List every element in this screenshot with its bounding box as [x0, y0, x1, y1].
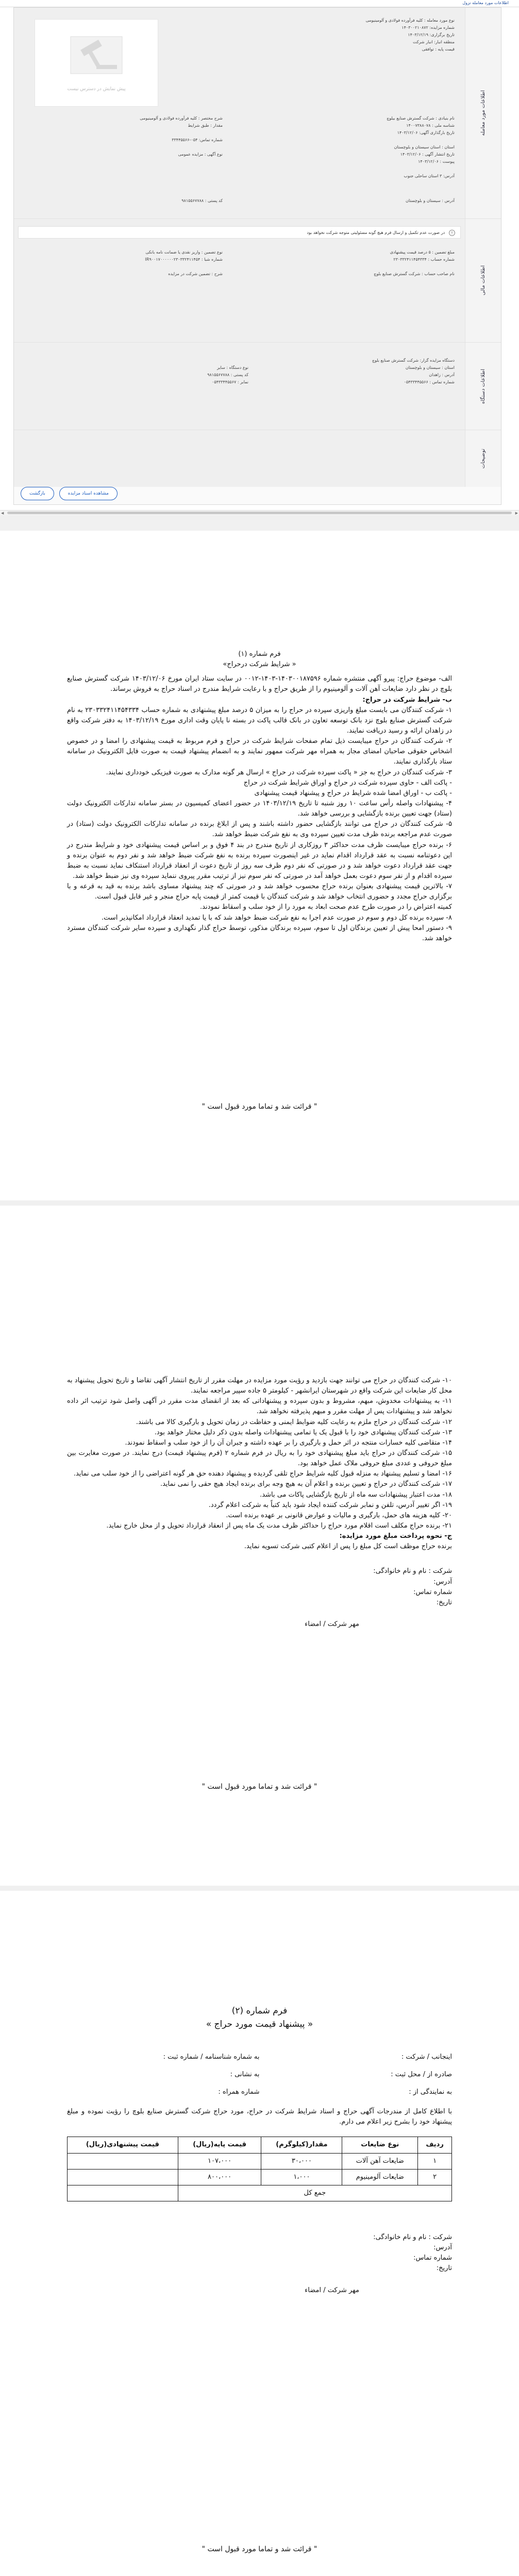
signature-block-2: [67, 2232, 452, 2296]
form2-field: اینجانب / شرکت :: [401, 2053, 452, 2061]
page3-content: [67, 2004, 452, 2296]
form1-item: - پاکت الف - حاوی سپرده شرکت در حراج و اوراق شرایط شرکت در حراج: [243, 778, 452, 787]
sig-address: آدرس:: [433, 2244, 452, 2252]
deal-line-1: نوع مورد معامله : کلیه فرآورده فولادی و آلومینیومی: [365, 18, 455, 23]
deal-line-5: قیمت پایه : توافقی: [422, 47, 455, 52]
form2-field: به نشانی :: [230, 2070, 260, 2078]
form1-approved-note: " قرائت شد و تماما مورد قبول است ": [202, 1103, 317, 1111]
deal-mid-right-6: تاریخ انتشار آگهی : ۱۴۰۳/۱۲/۰۶: [400, 152, 455, 157]
form1-item: ۲- شرکت کنندگان در حراج میبایست ذیل تمام صفحات شرایط شرکت در حراج و فرم مربوط به قیمت پیشنهادی را امضا و در خصوص اشخاص حقوقی صاحبان امضای مجاز به همراه مهر شرکت ممهور نمایند و به انضمام پیشنهاد قیمت به صورت فایل الکترونیک در سامانه ستاد بارگذاری نمایند.: [67, 737, 452, 766]
form2-field: به نمایندگی از :: [409, 2088, 452, 2096]
sig-address: آدرس:: [433, 1578, 452, 1586]
document-page-1: [0, 531, 519, 1200]
section-notes: [14, 430, 501, 487]
table-cell: ۲: [418, 2169, 452, 2185]
deal-mid-right-7: پیوست : ۱۴۰۳/۱۲/۰۶: [418, 159, 455, 164]
table-row: [68, 2153, 452, 2169]
bid-table: [67, 2137, 452, 2201]
view-documents-button[interactable]: مشاهده اسناد مزایده: [59, 487, 118, 500]
portal-details-container: [13, 7, 501, 505]
form1-item: ۱۲- شرکت کنندگان در حراج ملزم به رعایت کلیه ضوابط ایمنی و حفاظت در زمان تحویل و بارگیری کالا می باشند.: [136, 1418, 452, 1426]
form1-item: ۱۳- شرکت کنندگان پیشنهادی خود را با قبول یک یا تمامی پیشنهادات واصله بدون ذکر دلیل مختار خواهد بود.: [154, 1428, 452, 1436]
form2-body: با اطلاع کامل از مندرجات آگهی حراج و اسناد شرایط شرکت در حراج، مورد حراج شرکت گسترش صنایع بلوچ را رؤیت نموده و مبلغ پیشنهاد خود را بشرح زیر اعلام می دارم.: [67, 2108, 452, 2126]
table-cell: [68, 2153, 178, 2169]
fin-left-4: شرح : تضمین شرکت در مزایده: [168, 272, 223, 276]
form1-item: ۱- شرکت کنندگان می بایست مبلغ واریزی سپرده در حراج را به میزان ۵ درصد مبلغ پیشنهادی به شماره حساب ۲۳۰۳۳۲۴۱۱۴۵۴۳۳۴ به نام شرکت گسترش صنایع بلوچ نزد بانک توسعه تعاون در بانک قالب پاکت در بسته نا پایان وقت اداری مورخ ۱۴۰۳/۱۲/۱۹ به دفتر شرکت واقع در زاهدان ارائه و رسید دریافت نمایند.: [67, 706, 453, 735]
table-cell: ۸۰۰،۰۰۰: [178, 2169, 261, 2185]
form2-field: شماره همراه :: [218, 2088, 260, 2096]
org-left-4: نمابر : ۰۵۴۳۳۴۴۵۵۶۷: [212, 380, 248, 384]
section-financial: [14, 219, 501, 343]
form1-item: ۶- برنده حراج میبایست ظرف مدت حداکثر ۳ روزکاری از تاریخ مندرج در بند ۴ فوق و بر اساس قیمت پیشنهادی خود و شرایط مندرج در این دعوتنامه نسبت به عقد قرارداد اقدام نماید در غیر اینصورت سپرده برنده به نفع شرکت ضبط خواهد شد و نفر دوم به عنوان برنده و جهت عقد قرارداد دعوت خواهد شد و در صورتی که نفر دوم ظرف سه روز از تاریخ دعوت از انعقاد قرارداد استنکاف نماید نسبت به ضبط سپرده اقدام و از نفر سوم دعوت بعمل خواهد آمد در صورتی که نفر سوم نیز از ترتیب مقرر پیروی ننماید سپرده وی نیز ضبط خواهد شد.: [67, 841, 452, 880]
portal-panel: [0, 0, 519, 515]
form1-item: ۱۹- اگر تغییر آدرس، تلفن و نمابر شرکت کننده ایجاد شود باید کتباً به شرکت اعلام گردد.: [208, 1501, 452, 1509]
table-cell: ضایعات آلومینیوم: [342, 2169, 418, 2185]
form1-item: ۱۷- شرکت کنندگان در حراج و تعیین برنده و اعلام آن به هیچ وجه برای برنده ایجاد هیچ حقی را نمی نماید.: [160, 1480, 452, 1488]
org-right-2: استان : سیستان و بلوچستان: [405, 365, 455, 370]
section-tab-financial[interactable]: اطلاعات مالی: [465, 219, 501, 342]
section-tab-notes[interactable]: توضیحات: [465, 430, 501, 487]
sig-date: تاریخ:: [436, 1598, 452, 1606]
scroll-left-arrow-icon[interactable]: ◀: [1, 511, 4, 515]
gavel-icon: [65, 34, 127, 80]
seal-caption: پیش نمایش در دسترس نیست: [67, 87, 126, 92]
deal-mid-right-2: شناسه ملی : ۱۴۰۰۷۳۸۸۰۷۸: [406, 123, 455, 128]
table-total-value: [68, 2185, 178, 2201]
form1-section-b: ب- شرایط شرکت در حراج:: [362, 696, 452, 704]
form1-item: ۱۱- به پیشنهادات مخدوش، مبهم، مشروط و بدون سپرده و پیشنهاداتی که بعد از انقضای مدت مقرر در آگهی واصل شود ترتیب اثر داده نخواهد شد و پیشنهادات پس از مهلت مقرر و مبهم پذیرفته نخواهد شد.: [67, 1397, 452, 1416]
table-header: ردیف: [418, 2137, 452, 2153]
form1-item: ۱۵- شرکت کنندگان در حراج باید مبلغ پیشنهادی خود را به ریال در فرم شماره ۲ (فرم پیشنهاد قیمت) درج نمایند. در صورت مغایرت بین مبلغ حروفی و عددی مبلغ حروفی ملاک عمل خواهد بود.: [67, 1449, 452, 1468]
fin-right-2: شماره حساب : ۲۳۰۳۳۲۴۱۱۴۵۴۳۳۴: [393, 257, 455, 262]
scrollbar-thumb[interactable]: [7, 512, 512, 514]
table-header: قیمت پایه(ریال): [178, 2137, 261, 2153]
deal-mid-right-5: استان : استان سیستان و بلوچستان: [394, 145, 455, 149]
form1-item: - پاکت ب - اوراق امضا شده شرایط در حراج و پیشنهاد قیمت پیشنهادی: [254, 789, 452, 797]
document-page-2: [0, 1206, 519, 1886]
horizontal-scrollbar[interactable]: [0, 510, 519, 515]
form1-item: ۱۰- شرکت کنندگان در حراج می توانند جهت بازدید و رؤیت مورد مزایده در مهلت مقرر از تاریخ انتشار آگهی تقاضا و تاریخ تحویل پیشنهاد به محل کار ضایعات این شرکت واقع در شهرستان ایرانشهر - کیلومتر ۵ جاده سپیر مراجعه نمایند.: [67, 1377, 452, 1395]
financial-alert-text: در صورت عدم تکمیل و ارسال فرم هیچ گونه مسئولیتی متوجه شرکت نخواهد بود: [307, 230, 445, 235]
deal-mid-right-9: آدرس: ۳ استان ساحلی جنوب: [404, 174, 455, 178]
form1-item: ۸- سپرده برنده کل دوم و سوم در صورت عدم اجرا به نفع شرکت ضبط خواهد شد که با یا تمدید انعقاد قرارداد امکانپذیر است.: [101, 913, 452, 922]
image-preview-placeholder: [35, 19, 158, 107]
org-left-2: نوع دستگاه : سایر: [217, 365, 248, 370]
sig-date: تاریخ:: [436, 2264, 452, 2273]
form1-intro: الف- موضوع حراج: پیرو آگهی منتشره شماره ۱۴۰۳۰۰۱۸۷۵۹۶-۱۴۰۳-۰۰۱۲ در سایت ستاد ایران مورخ ۱۴۰۳/۱۲/۰۶ شرکت گسترش صنایع بلوچ در نظر دارد ضایعات آهن آلات و آلومینیوم را از طریق حراج و با رعایت شرایط مندرج در اسناد حراج به فروش برساند.: [67, 675, 452, 693]
table-cell: ۳۰،۰۰۰: [261, 2153, 342, 2169]
form1-item: ۹- دستور امحا پیش از تعیین برندگان اول تا سوم، سپرده برندگان مذکور، توسط حراج گذار نگهداری و سپرده سایر شرکت کنندگان مسترد خواهد شد.: [67, 924, 452, 942]
deal-mid-left-1: شرح مختصر : کلیه فرآورده فولادی و آلومینیومی: [140, 116, 223, 121]
form2-approved-note: " قرائت شد و تماما مورد قبول است ": [202, 2545, 317, 2553]
deal-mid-left-4: شماره تماس: ۰۵۴-۳۳۴۴۵۵۶۶: [172, 138, 223, 142]
section-deal-info: [14, 8, 501, 219]
section-tab-org[interactable]: اطلاعات دستگاه: [465, 343, 501, 430]
deal-mid-right-3: تاریخ بارگذاری آگهی: ۱۴۰۳/۱۲/۰۶: [397, 130, 455, 135]
sig-phone: شماره تماس:: [413, 1588, 452, 1596]
table-cell: [68, 2169, 178, 2185]
table-total-row: [68, 2185, 452, 2201]
form1-item: کمیته اعتراض را در صورت طرح عدم صحت ابعاد به مورد را از خود سلب و اسقاط نمودند.: [200, 903, 452, 911]
deal-mid-left-6: نوع آگهی : مزایده عمومی: [178, 152, 223, 157]
deal-mid-right-1: نام بنیادی : شرکت گسترش صنایع بیلوچ: [387, 116, 455, 121]
table-header-row: [68, 2137, 452, 2153]
portal-header: [0, 0, 519, 7]
form2-field: صادره از / محل ثبت :: [391, 2070, 452, 2078]
form2-fields: [67, 2052, 452, 2097]
form2-field: به شماره شناسنامه / شماره ثبت :: [163, 2053, 260, 2061]
table-total-label: جمع کل: [178, 2185, 451, 2201]
form1-item: ۲۱- برنده حراج مکلف است اقلام مورد حراج را حداکثر ظرف مدت یک ماه پس از انعقاد قرارداد تحویل و از محل خارج نماید.: [106, 1521, 452, 1530]
table-cell: ۱۰۷،۰۰۰: [178, 2153, 261, 2169]
sig-stamp: مهر شرکت / امضاء: [305, 2286, 359, 2294]
form1-item: ۵- شرکت کنندگان در حراج می توانند بازگشایی حضور داشته باشند و پس از ابلاغ برنده در سامانه تدارکات الکترونیک دولت (ستاد) در صورت عدم مراجعه برنده ظرف مدت تعیین سپرده وی به نفع شرکت ضبط خواهد شد.: [67, 820, 452, 839]
fin-right-4: نام صاحب حساب : شرکت گسترش صنایع بلوچ: [374, 272, 455, 276]
form1-section-c: ج- نحوه پرداخت مبلغ مورد مزایده:: [339, 1532, 452, 1540]
form1-payment: برنده حراج موظف است کل مبلغ را پس از اعلام کتبی شرکت تسویه نماید.: [244, 1543, 452, 1551]
table-row: [68, 2169, 452, 2185]
form2-subtitle: « پیشنهاد قیمت مورد حراج »: [206, 2019, 313, 2030]
section-tab-deal-info[interactable]: اطلاعات مورد معامله: [465, 8, 501, 218]
form1-item: ۱۴- متقاضی کلیه خسارات منتجه در اثر حمل و بارگیری را بر عهده داشته و جبران آن را از خود سلب و اسقاط نمودند.: [125, 1438, 452, 1447]
org-right-4: شماره تماس : ۰۵۴۳۳۴۴۵۵۶۶: [404, 380, 455, 384]
form1-item: ۷- بالاترین قیمت پیشنهادی بعنوان برنده حراج محسوب خواهد شد و در صورتی که چند پیشنهاد مساوی باشد برنده به قید به قرعه و با برگزاری حراج مجدد و حضوری انتخاب خواهد شد و شرکت کنندگان با قیمت کمتر از قیمت پایه حراج منجر و غیر قابل قبول است.: [67, 883, 452, 901]
org-left-3: کد پستی : ۹۸۱۵۵۶۷۷۸۸: [207, 372, 248, 377]
form1-item: ۴- پیشنهادات واصله رأس ساعت ۱۰ روز شنبه تا تاریخ ۱۴۰۳/۱۲/۱۹ در حضور اعضای کمیسیون در بستر سامانه تدارکات الکترونیک دولت (ستاد) جهت تعیین برنده بازگشایی و بررسی خواهد شد.: [67, 799, 453, 818]
form1-item: ۱۶- امضا و تسلیم پیشنهاد به منزله قبول کلیه شرایط حراج تلقی گردیده و پیشنهاد دهنده حق هر گونه اعتراضی را از خود سلب می نماید.: [73, 1470, 452, 1478]
org-right-3: آدرس : زاهدان: [429, 372, 455, 377]
sig-company: شرکت : نام و نام خانوادگی:: [373, 2233, 452, 2241]
fin-left-1: نوع تضمین : واریز نقدی یا ضمانت نامه بانکی: [145, 250, 223, 255]
table-cell: ضایعات آهن آلات: [342, 2153, 418, 2169]
fin-left-2: شماره شبا : IR۹۰۰۱۷۰۰۰۰۰۰۲۳۰۳۳۲۴۱۱۴۵۴: [145, 257, 223, 262]
deal-address: آدرس : سیستان و بلوچستان: [406, 198, 455, 203]
action-buttons: [21, 487, 118, 500]
sig-company: شرکت : نام و نام خانوادگی:: [373, 1567, 452, 1575]
table-header: مقدار(کیلوگرم): [261, 2137, 342, 2153]
table-header: نوع ضایعات: [342, 2137, 418, 2153]
form1-item: ۳- شرکت کنندگان در حراج به جز « پاکت سپرده شرکت در حراج » ارسال هر گونه مدارک به صورت فیزیکی خودداری نمایند.: [106, 768, 452, 776]
sig-phone: شماره تماس:: [413, 2254, 452, 2262]
warning-icon: !: [449, 230, 455, 236]
deal-line-3: تاریخ برگزاری: ۱۴۰۳/۱۲/۱۹: [408, 32, 455, 37]
deal-mid-left-2: مقدار : طبق شرایط: [188, 123, 223, 128]
table-header: قیمت پیشنهادی(ریال): [68, 2137, 178, 2153]
signature-block: [67, 1566, 452, 1630]
page2-content: [67, 1376, 452, 1630]
org-right-1: دستگاه مزایده گزار: شرکت گسترش صنایع بلوچ: [372, 358, 455, 363]
deal-postal-code: کد پستی : ۹۸۱۵۵۶۷۷۸۸: [181, 198, 223, 203]
financial-alert: [18, 226, 461, 239]
form1-item: ۲۰- کلیه هزینه های حمل، بارگیری و مالیات و عوارض قانونی بر عهده برنده است.: [226, 1511, 452, 1519]
form1-subtitle: « شرایط شرکت درحراج»: [223, 660, 296, 669]
form1-item: ۱۸- مدت اعتبار پیشنهادات سه ماه از تاریخ بازگشایی پاکات می باشد.: [260, 1490, 452, 1499]
section-org: [14, 343, 501, 430]
scroll-right-arrow-icon[interactable]: ▶: [515, 511, 518, 515]
deal-line-4: منطقه انبار: انبار شرکت: [412, 40, 455, 44]
page1-content: [67, 649, 452, 944]
form1-title: فرم شماره (۱): [238, 650, 281, 658]
table-cell: ۱،۰۰۰: [261, 2169, 342, 2185]
back-button[interactable]: بازگشت: [21, 487, 54, 500]
portal-header-text: اطلاعات مورد معامله نزول: [462, 1, 509, 5]
sig-stamp: مهر شرکت / امضاء: [305, 1620, 359, 1628]
form2-title: فرم شماره (۲): [231, 2006, 288, 2016]
table-cell: ۱: [418, 2153, 452, 2169]
fin-right-1: مبلغ تضمین : ۵ درصد قیمت پیشنهادی: [390, 250, 455, 255]
form1-approved-note-2: " قرائت شد و تماما مورد قبول است ": [202, 1783, 317, 1791]
document-page-3: [0, 1891, 519, 2576]
deal-line-2: شماره مزایده: ۱۴۰۳۰۰۲۱۰۸۷۲: [401, 25, 455, 30]
